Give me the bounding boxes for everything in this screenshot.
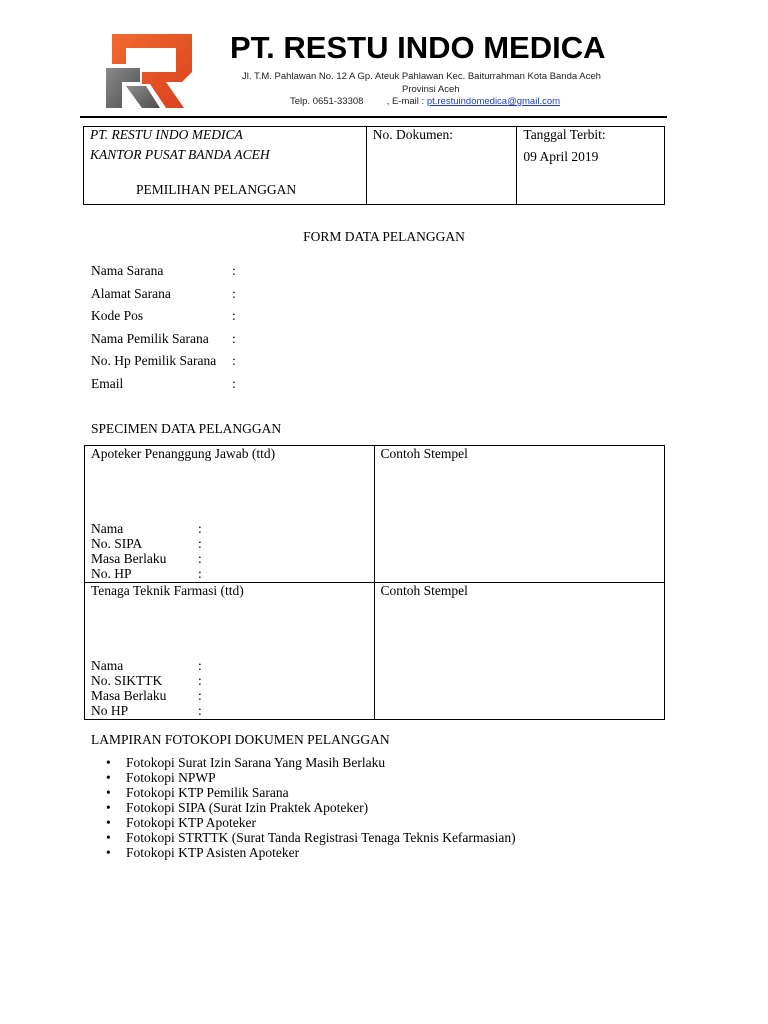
field-colon: : [198, 521, 202, 536]
ttk-field-label: No HP [91, 703, 129, 718]
list-item: • Fotokopi KTP Asisten Apoteker [106, 845, 300, 860]
doc-number-cell [366, 127, 517, 205]
field-label-alamat-sarana: Alamat Sarana [91, 286, 171, 301]
list-item: • Fotokopi NPWP [106, 770, 216, 785]
attachments-title: LAMPIRAN FOTOKOPI DOKUMEN PELANGGAN [91, 732, 390, 747]
letterhead-divider [80, 116, 667, 118]
specimen-table [84, 445, 665, 720]
field-colon: : [198, 673, 202, 688]
bullet-icon: • [106, 815, 111, 830]
field-colon: : [232, 286, 236, 301]
email-link[interactable]: pt.restuindomedica@gmail.com [426, 96, 561, 107]
email-prefix: , E-mail : [386, 96, 427, 107]
bullet-icon: • [106, 830, 111, 845]
list-item: • Fotokopi SIPA (Surat Izin Praktek Apoteker) [106, 800, 369, 815]
field-label-email: Email [91, 376, 124, 391]
company-address: Jl. T.M. Pahlawan No. 12 A Gp. Ateuk Pahlawan Kec. Baiturrahman Kota Banda Aceh [242, 71, 601, 82]
header-company: PT. RESTU INDO MEDICA [90, 127, 243, 142]
company-phone: Telp. 0651-33308 [290, 96, 364, 107]
list-item: • Fotokopi Surat Izin Sarana Yang Masih Berlaku [106, 755, 386, 770]
company-name: PT. RESTU INDO MEDICA [230, 30, 606, 65]
apoteker-field-label: No. HP [91, 566, 132, 581]
list-item: • Fotokopi KTP Pemilik Sarana [106, 785, 289, 800]
ttk-field-label: No. SIKTTK [91, 673, 163, 688]
apoteker-field-label: No. SIPA [91, 536, 143, 551]
issue-date-cell [517, 127, 665, 205]
field-colon: : [232, 376, 236, 391]
ttk-signature-cell [85, 583, 375, 720]
document-header-table [83, 126, 665, 205]
specimen-title: SPECIMEN DATA PELANGGAN [91, 421, 282, 436]
field-colon: : [232, 353, 236, 368]
company-province: Provinsi Aceh [402, 84, 460, 95]
apoteker-stamp-cell [374, 446, 665, 583]
header-company-cell [84, 127, 367, 205]
header-subject: PEMILIHAN PELANGGAN [136, 182, 297, 197]
ttk-fields [91, 658, 202, 718]
bullet-icon: • [106, 845, 111, 860]
stamp-label: Contoh Stempel [380, 583, 468, 598]
ttk-stamp-cell [374, 583, 665, 720]
apoteker-field-label: Nama [91, 521, 124, 536]
field-label-kode-pos: Kode Pos [91, 308, 144, 323]
apoteker-heading: Apoteker Penanggung Jawab (ttd) [91, 446, 276, 461]
ttk-field-label: Nama [91, 658, 124, 673]
bullet-icon: • [106, 770, 111, 785]
field-colon: : [232, 331, 236, 346]
field-colon: : [198, 688, 202, 703]
field-colon: : [198, 703, 202, 718]
issue-date-label: Tanggal Terbit: [523, 127, 606, 142]
form-title: FORM DATA PELANGGAN [303, 229, 465, 244]
list-item: • Fotokopi KTP Apoteker [106, 815, 256, 830]
company-contact [290, 96, 560, 107]
field-colon: : [232, 263, 236, 278]
r-letter-logo-icon [106, 34, 194, 108]
field-label-nama-sarana: Nama Sarana [91, 263, 164, 278]
company-logo [106, 34, 194, 108]
stamp-label: Contoh Stempel [380, 446, 468, 461]
field-colon: : [232, 308, 236, 323]
apoteker-fields [91, 521, 202, 581]
attachments-list [106, 755, 516, 860]
doc-number-label: No. Dokumen: [372, 127, 453, 142]
apoteker-field-label: Masa Berlaku [91, 551, 167, 566]
field-colon: : [198, 566, 202, 581]
issue-date: 09 April 2019 [523, 149, 599, 164]
field-colon: : [198, 536, 202, 551]
header-office: KANTOR PUSAT BANDA ACEH [90, 147, 270, 162]
list-item: • Fotokopi STRTTK (Surat Tanda Registrasi Tenaga Teknis Kefarmasian) [106, 830, 516, 845]
field-label-nama-pemilik: Nama Pemilik Sarana [91, 331, 209, 346]
bullet-icon: • [106, 785, 111, 800]
field-label-hp-pemilik: No. Hp Pemilik Sarana [91, 353, 217, 368]
ttk-field-label: Masa Berlaku [91, 688, 167, 703]
bullet-icon: • [106, 755, 111, 770]
bullet-icon: • [106, 800, 111, 815]
field-colon: : [198, 658, 202, 673]
field-colon: : [198, 551, 202, 566]
ttk-heading: Tenaga Teknik Farmasi (ttd) [91, 583, 244, 598]
apoteker-signature-cell [85, 446, 375, 583]
